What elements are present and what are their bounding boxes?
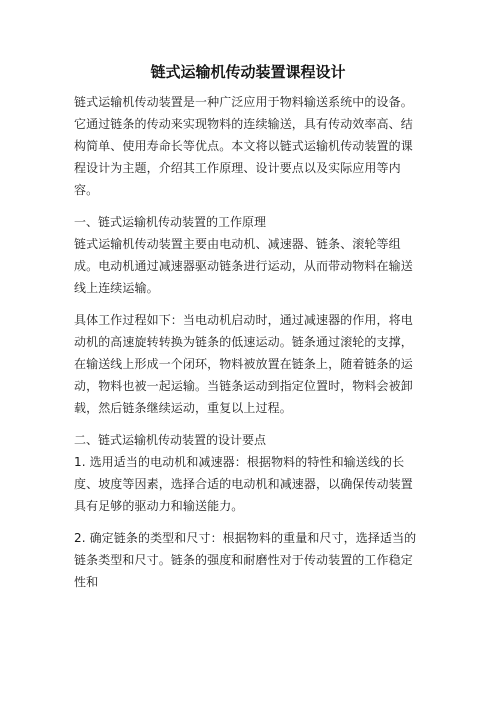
section-2-heading: 二、链式运输机传动装置的设计要点	[74, 433, 267, 447]
section-1-paragraph-1: 链式运输机传动装置主要由电动机、减速器、链条、滚轮等组成。电动机通过减速器驱动链条进行运动，从而带动物料在输送线上连续运输。	[74, 237, 413, 295]
section-2-item-2: 2. 确定链条的类型和尺寸：根据物料的重量和尺寸，选择适当的链条类型和尺寸。链条的强度和耐磨性对于传动装置的工作稳定性和	[74, 531, 417, 589]
intro-paragraph: 链式运输机传动装置是一种广泛应用于物料输送系统中的设备。它通过链条的传动来实现物料的连续输送，具有传动效率高、结构简单、使用寿命长等优点。本文将以链式运输机传动装置的课程设计为主题，介绍其工作原理、设计要点以及实际应用等内容。	[74, 95, 413, 197]
section-2-item-1: 1. 选用适当的电动机和减速器：根据物料的特性和输送线的长度、坡度等因素，选择合适的电动机和减速器，以确保传动装置具有足够的驱动力和输送能力。	[74, 455, 413, 513]
document-title: 链式运输机传动装置课程设计	[150, 63, 346, 81]
section-1-paragraph-2: 具体工作过程如下：当电动机启动时，通过减速器的作用，将电动机的高速旋转转换为链条的低速运动。链条通过滚轮的支撑，在输送线上形成一个闭环，物料被放置在链条上，随着链条的运动，物料也被一起运输。当链条运动到指定位置时，物料会被卸载，然后链条继续运动，重复以上过程。	[74, 313, 413, 415]
section-1-heading: 一、链式运输机传动装置的工作原理	[74, 215, 267, 229]
